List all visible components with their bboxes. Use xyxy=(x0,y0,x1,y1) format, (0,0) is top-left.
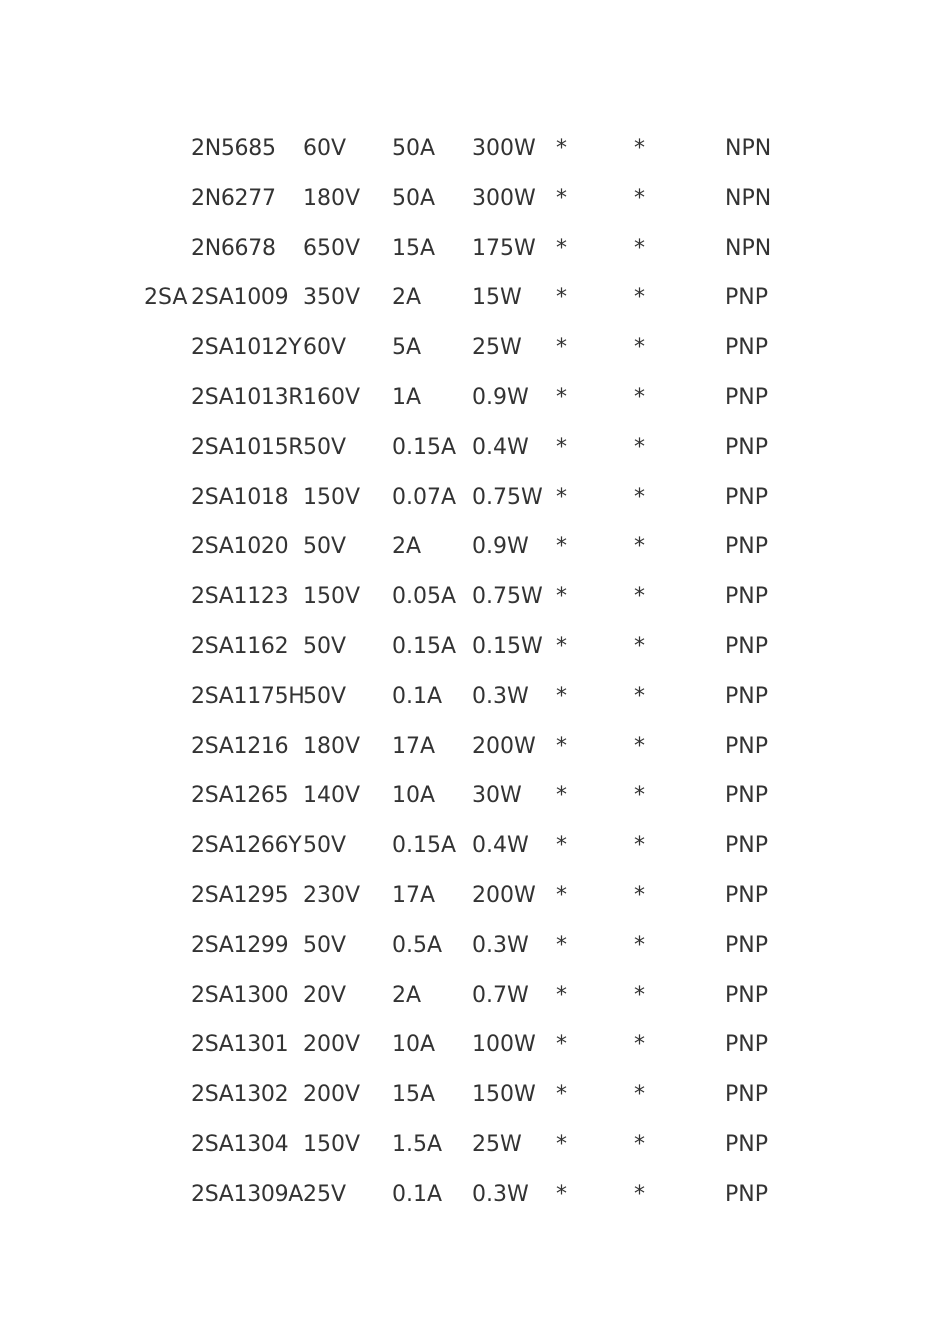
power-rating: 0.75W xyxy=(472,584,543,610)
polarity-type: PNP xyxy=(725,683,768,709)
spec-marker-1: * xyxy=(556,633,567,659)
table-row xyxy=(0,525,950,575)
part-number: 2SA1018 xyxy=(191,484,289,510)
spec-marker-2: * xyxy=(634,1131,645,1157)
polarity-type: PNP xyxy=(725,1082,768,1108)
spec-marker-1: * xyxy=(556,584,567,610)
polarity-type: PNP xyxy=(725,285,768,311)
polarity-type: PNP xyxy=(725,384,768,410)
power-rating: 0.9W xyxy=(472,384,529,410)
spec-marker-2: * xyxy=(634,136,645,161)
power-rating: 25W xyxy=(472,1131,522,1157)
voltage-rating: 25V xyxy=(303,1181,347,1207)
voltage-rating: 160V xyxy=(303,384,361,410)
spec-marker-1: * xyxy=(556,434,567,460)
spec-marker-2: * xyxy=(634,1032,645,1058)
spec-marker-1: * xyxy=(556,1082,567,1108)
spec-marker-1: * xyxy=(556,1032,567,1058)
part-number: 2SA1013R xyxy=(191,384,304,410)
polarity-type: PNP xyxy=(725,534,768,560)
table-row xyxy=(0,276,950,326)
voltage-rating: 150V xyxy=(303,484,361,510)
part-number: 2SA1123 xyxy=(191,584,289,610)
spec-marker-1: * xyxy=(556,783,567,809)
current-rating: 0.05A xyxy=(392,584,457,610)
spec-marker-1: * xyxy=(556,185,567,211)
spec-marker-1: * xyxy=(556,833,567,859)
spec-marker-1: * xyxy=(556,982,567,1008)
polarity-type: PNP xyxy=(725,733,768,759)
current-rating: 15A xyxy=(392,235,436,261)
voltage-rating: 50V xyxy=(303,833,347,859)
current-rating: 17A xyxy=(392,733,436,759)
table-row xyxy=(0,1023,950,1073)
polarity-type: NPN xyxy=(725,235,772,261)
table-row xyxy=(0,426,950,476)
current-rating: 0.15A xyxy=(392,633,457,659)
current-rating: 0.15A xyxy=(392,434,457,460)
part-number: 2SA1299 xyxy=(191,932,289,958)
voltage-rating: 50V xyxy=(303,683,347,709)
power-rating: 0.75W xyxy=(472,484,543,510)
table-row xyxy=(0,1073,950,1123)
spec-marker-1: * xyxy=(556,733,567,759)
spec-marker-2: * xyxy=(634,484,645,510)
part-number: 2N6277 xyxy=(191,185,276,211)
current-rating: 5A xyxy=(392,335,422,361)
voltage-rating: 200V xyxy=(303,1032,361,1058)
spec-marker-2: * xyxy=(634,235,645,261)
current-rating: 0.1A xyxy=(392,683,443,709)
power-rating: 150W xyxy=(472,1082,536,1108)
spec-marker-2: * xyxy=(634,833,645,859)
spec-marker-1: * xyxy=(556,1181,567,1207)
current-rating: 1.5A xyxy=(392,1131,443,1157)
current-rating: 50A xyxy=(392,185,436,211)
voltage-rating: 50V xyxy=(303,633,347,659)
spec-marker-1: * xyxy=(556,932,567,958)
table-row xyxy=(0,824,950,874)
table-row xyxy=(0,1123,950,1173)
spec-marker-1: * xyxy=(556,384,567,410)
voltage-rating: 140V xyxy=(303,783,361,809)
part-number: 2SA1162 xyxy=(191,633,289,659)
current-rating: 1A xyxy=(392,384,422,410)
part-number: 2SA1295 xyxy=(191,882,289,908)
polarity-type: PNP xyxy=(725,633,768,659)
polarity-type: PNP xyxy=(725,1131,768,1157)
spec-marker-2: * xyxy=(634,384,645,410)
current-rating: 15A xyxy=(392,1082,436,1108)
voltage-rating: 150V xyxy=(303,1131,361,1157)
spec-marker-2: * xyxy=(634,982,645,1008)
part-number: 2SA1265 xyxy=(191,783,289,809)
polarity-type: NPN xyxy=(725,136,772,161)
polarity-type: PNP xyxy=(725,335,768,361)
power-rating: 0.3W xyxy=(472,932,529,958)
voltage-rating: 230V xyxy=(303,882,361,908)
polarity-type: PNP xyxy=(725,932,768,958)
spec-marker-2: * xyxy=(634,285,645,311)
series-group-label: 2SA xyxy=(144,285,188,311)
table-row xyxy=(0,227,950,277)
power-rating: 0.3W xyxy=(472,1181,529,1207)
spec-marker-1: * xyxy=(556,136,567,161)
current-rating: 2A xyxy=(392,982,422,1008)
part-number: 2SA1020 xyxy=(191,534,289,560)
power-rating: 0.7W xyxy=(472,982,529,1008)
current-rating: 2A xyxy=(392,285,422,311)
table-row xyxy=(0,575,950,625)
table-row xyxy=(0,924,950,974)
polarity-type: PNP xyxy=(725,783,768,809)
spec-marker-2: * xyxy=(634,733,645,759)
spec-marker-2: * xyxy=(634,1181,645,1207)
table-row xyxy=(0,326,950,376)
table-row xyxy=(0,127,950,177)
power-rating: 200W xyxy=(472,882,536,908)
spec-marker-2: * xyxy=(634,683,645,709)
part-number: 2SA1009 xyxy=(191,285,289,311)
part-number: 2N5685 xyxy=(191,136,276,161)
power-rating: 0.9W xyxy=(472,534,529,560)
voltage-rating: 50V xyxy=(303,932,347,958)
table-row xyxy=(0,774,950,824)
spec-marker-1: * xyxy=(556,534,567,560)
table-row xyxy=(0,974,950,1024)
polarity-type: PNP xyxy=(725,484,768,510)
current-rating: 2A xyxy=(392,534,422,560)
spec-marker-2: * xyxy=(634,335,645,361)
voltage-rating: 350V xyxy=(303,285,361,311)
current-rating: 0.5A xyxy=(392,932,443,958)
table-row xyxy=(0,476,950,526)
polarity-type: PNP xyxy=(725,1032,768,1058)
spec-marker-2: * xyxy=(634,584,645,610)
power-rating: 0.3W xyxy=(472,683,529,709)
polarity-type: PNP xyxy=(725,584,768,610)
current-rating: 0.15A xyxy=(392,833,457,859)
power-rating: 300W xyxy=(472,136,536,161)
spec-marker-2: * xyxy=(634,434,645,460)
part-number: 2SA1175H xyxy=(191,683,305,709)
spec-marker-2: * xyxy=(634,932,645,958)
voltage-rating: 150V xyxy=(303,584,361,610)
table-row xyxy=(0,376,950,426)
spec-marker-1: * xyxy=(556,335,567,361)
voltage-rating: 180V xyxy=(303,733,361,759)
polarity-type: PNP xyxy=(725,982,768,1008)
polarity-type: PNP xyxy=(725,833,768,859)
power-rating: 30W xyxy=(472,783,522,809)
voltage-rating: 50V xyxy=(303,434,347,460)
voltage-rating: 20V xyxy=(303,982,347,1008)
polarity-type: NPN xyxy=(725,185,772,211)
voltage-rating: 650V xyxy=(303,235,361,261)
power-rating: 175W xyxy=(472,235,536,261)
table-row xyxy=(0,874,950,924)
voltage-rating: 60V xyxy=(303,335,347,361)
voltage-rating: 60V xyxy=(303,136,347,161)
spec-marker-1: * xyxy=(556,235,567,261)
current-rating: 10A xyxy=(392,783,436,809)
part-number: 2SA1309A xyxy=(191,1181,304,1207)
current-rating: 0.1A xyxy=(392,1181,443,1207)
power-rating: 15W xyxy=(472,285,522,311)
table-row xyxy=(0,625,950,675)
spec-marker-1: * xyxy=(556,484,567,510)
part-number: 2SA1015R xyxy=(191,434,304,460)
power-rating: 25W xyxy=(472,335,522,361)
spec-marker-2: * xyxy=(634,633,645,659)
power-rating: 200W xyxy=(472,733,536,759)
table-row xyxy=(0,725,950,775)
voltage-rating: 50V xyxy=(303,534,347,560)
current-rating: 50A xyxy=(392,136,436,161)
spec-marker-1: * xyxy=(556,285,567,311)
spec-marker-2: * xyxy=(634,185,645,211)
part-number: 2N6678 xyxy=(191,235,276,261)
current-rating: 17A xyxy=(392,882,436,908)
spec-marker-1: * xyxy=(556,683,567,709)
part-number: 2SA1304 xyxy=(191,1131,289,1157)
power-rating: 0.4W xyxy=(472,833,529,859)
polarity-type: PNP xyxy=(725,882,768,908)
spec-marker-2: * xyxy=(634,783,645,809)
part-number: 2SA1012Y xyxy=(191,335,302,361)
spec-marker-1: * xyxy=(556,1131,567,1157)
part-number: 2SA1300 xyxy=(191,982,289,1008)
power-rating: 300W xyxy=(472,185,536,211)
table-row xyxy=(0,675,950,725)
power-rating: 0.4W xyxy=(472,434,529,460)
spec-marker-2: * xyxy=(634,534,645,560)
transistor-table xyxy=(0,127,950,1223)
part-number: 2SA1216 xyxy=(191,733,289,759)
voltage-rating: 200V xyxy=(303,1082,361,1108)
part-number: 2SA1302 xyxy=(191,1082,289,1108)
polarity-type: PNP xyxy=(725,1181,768,1207)
table-row xyxy=(0,177,950,227)
table-row xyxy=(0,1173,950,1223)
spec-marker-2: * xyxy=(634,1082,645,1108)
part-number: 2SA1266Y xyxy=(191,833,302,859)
spec-marker-1: * xyxy=(556,882,567,908)
power-rating: 100W xyxy=(472,1032,536,1058)
part-number: 2SA1301 xyxy=(191,1032,289,1058)
current-rating: 10A xyxy=(392,1032,436,1058)
current-rating: 0.07A xyxy=(392,484,457,510)
voltage-rating: 180V xyxy=(303,185,361,211)
spec-marker-2: * xyxy=(634,882,645,908)
polarity-type: PNP xyxy=(725,434,768,460)
power-rating: 0.15W xyxy=(472,633,543,659)
